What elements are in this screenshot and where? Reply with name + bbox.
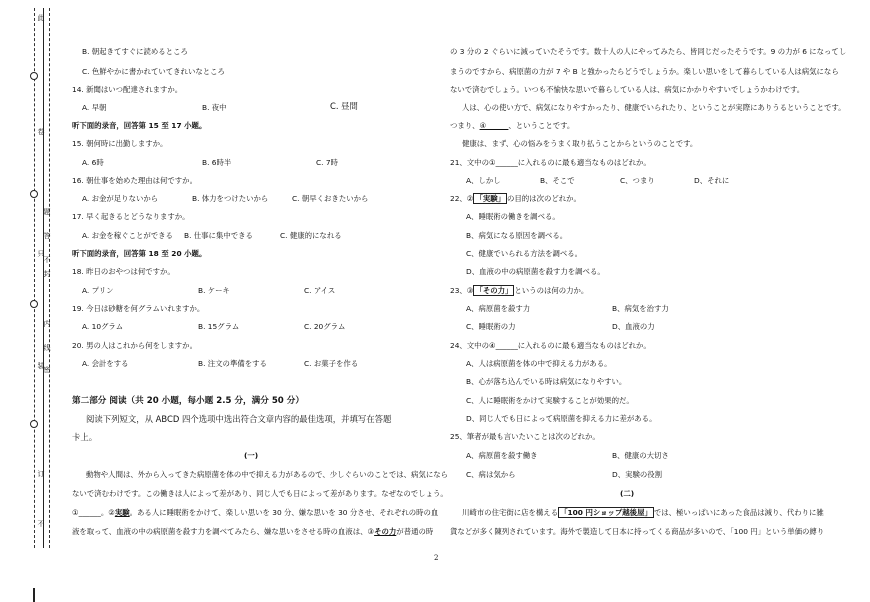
option-text: C. 健康的になれる (280, 231, 342, 240)
passage-fragment: つまり、 (450, 121, 480, 130)
option-text: D、血液の力 (612, 322, 655, 331)
binding-text: 只 (37, 250, 45, 257)
binding-hole-icon (30, 72, 38, 80)
option-text: A. お金を稼ぐことができる (82, 231, 173, 240)
option-text: C、つまり (620, 176, 655, 185)
binding-text: 封 (43, 270, 51, 277)
binding-hole-icon (30, 300, 38, 308)
passage-text: 動物や人間は、外から入ってきた病原菌を体の中で抑える力があるので、少しぐらいのことでは、病気になら (86, 470, 448, 479)
boxed-term: 「その力」 (475, 286, 513, 295)
passage-title: (二) (620, 489, 635, 498)
binding-margin (0, 0, 60, 602)
part-heading: 第二部分 阅读（共 20 小题，每小题 2.5 分，满分 50 分） (72, 396, 304, 406)
option-text: C、健康でいられる方法を調べる。 (466, 249, 583, 258)
underlined-term: その力 (374, 527, 397, 536)
passage-fragment: では、極いっぱいにあった食品は減り、代わりに雑 (653, 508, 824, 517)
passage-text: まうのですから、病原菌の力が 7 や B と強かったらどうでしょうか。楽しい思いをして暮らしている人は病気になら (450, 67, 839, 76)
passage-fragment: 、ということです。 (508, 121, 575, 130)
option-text: A、しかし (466, 176, 501, 185)
option-text: B、健康の大切さ (612, 451, 669, 460)
section-instruction: 听下面的录音，回答第 15 至 17 小题。 (72, 121, 207, 130)
question-text (450, 287, 588, 294)
option-text: B. 体力をつけたいから (192, 194, 269, 203)
option-text: B. 夜中 (202, 103, 227, 112)
question-text: 25、筆者が最も言いたいことは次のどれか。 (450, 432, 600, 441)
option-text: D、実験の役割 (612, 470, 663, 479)
binding-hole-icon (30, 420, 38, 428)
passage-text: 健康は、まず、心の悩みをうまく取り払うことからというのことです。 (462, 139, 698, 148)
passage-text (462, 509, 824, 516)
question-fragment: 23、③ (450, 286, 474, 295)
option-text: A. 早朝 (82, 103, 107, 112)
dashed-fold-line (49, 8, 50, 548)
option-text: C、病は気から (466, 470, 516, 479)
passage-text (72, 509, 438, 516)
binding-text: 不 (43, 256, 51, 263)
question-fragment: というのは何の力か。 (514, 286, 589, 295)
underlined-term: 実験 (114, 508, 130, 517)
binding-text: 不 (37, 520, 45, 527)
option-text: C. 7時 (316, 158, 338, 167)
question-text: 20. 男の人はこれから何をしますか。 (72, 341, 197, 350)
option-text: B. 仕事に集中できる (184, 231, 253, 240)
option-text: A、人は病原菌を体の中で抑える力がある。 (466, 359, 612, 368)
dashed-cut-line (34, 8, 35, 548)
option-text: B、病気になる原因を調べる。 (466, 231, 568, 240)
binding-text: 密 (43, 366, 51, 373)
binding-hole-icon (30, 190, 38, 198)
option-text: B. 6時半 (202, 158, 232, 167)
binding-mark (33, 588, 35, 602)
option-text: B. 注文の準備をする (198, 359, 267, 368)
binding-line (43, 8, 44, 548)
binding-text: 此 (37, 14, 45, 21)
option-text: A、病原菌を殺す働き (466, 451, 538, 460)
passage-fragment: が普通の時 (396, 527, 434, 536)
question-fragment: 22、② (450, 194, 474, 203)
option-text: C. 朝早くおきたいから (292, 194, 369, 203)
option-text: B. 朝起きてすぐに読めるところ (82, 47, 188, 56)
question-text: 15. 朝何時に出勤しますか。 (72, 139, 168, 148)
option-text: A、睡眠術の働きを調べる。 (466, 212, 560, 221)
passage-text (72, 528, 433, 535)
option-text: B、心が落ち込んでいる時は病気になりやすい。 (466, 377, 627, 386)
binding-text: 答 (43, 232, 51, 239)
binding-text: 内 (43, 320, 51, 327)
option-text: C、人に睡眠術をかけて実験することが効果的だ。 (466, 396, 634, 405)
question-text: 24、文中の④______に入れるのに最も適当なものはどれか。 (450, 341, 651, 350)
passage-title: (一) (244, 451, 259, 460)
marker: 。② (100, 508, 115, 517)
instruction-text: 阅读下列短文，从 ABCD 四个选项中选出符合文章内容的最佳选项，并填写在答题 (86, 414, 392, 424)
passage-text: ないで済むでしょう。いつも不愉快な思いで暮らしている人は、病気にかかりやすいでしょうかわけです。 (450, 85, 805, 94)
binding-text: 装 (37, 362, 45, 369)
question-text: 14. 新聞はいつ配達されますか。 (72, 85, 183, 94)
option-text: C、睡眠術の力 (466, 322, 516, 331)
question-text: 21、文中の①______に入れるのに最も適当なものはどれか。 (450, 158, 651, 167)
blank-1: ①______ (72, 508, 101, 517)
option-text: B. ケーキ (198, 286, 230, 295)
option-text: C. 昼間 (330, 101, 358, 111)
option-text: D、同じ人でも日によって病原菌を抑える力に差がある。 (466, 414, 657, 423)
question-fragment: の目的は次のどれか。 (507, 194, 581, 203)
option-text: D、それに (694, 176, 730, 185)
option-text: D、血液の中の病原菌を殺す力を調べる。 (466, 267, 605, 276)
option-text: A. 10グラム (82, 322, 124, 331)
option-text: C. 20グラム (304, 322, 346, 331)
boxed-term: 「100 円ショップ越後屋」 (560, 508, 652, 517)
binding-text: 订 (37, 470, 45, 477)
instruction-text: 卡上。 (72, 432, 98, 442)
passage-fragment: 液を取って、血液の中の病原菌を殺す力を調べてみたら、嫌な思いをさせる時の血液は、③ (72, 527, 375, 536)
binding-text: 卷 (37, 128, 45, 135)
passage-text (450, 122, 574, 129)
passage-text: の 3 分の 2 ぐらいに減っていたそうです。数十人の人にやってみたら、皆同じだったそうです。9 の力が 6 になってし (450, 47, 847, 56)
question-text: 19. 今日は砂糖を何グラムいれますか。 (72, 304, 205, 313)
option-text: A. プリン (82, 286, 114, 295)
binding-text: 线 (43, 344, 51, 351)
option-text: B、病気を治す力 (612, 304, 669, 313)
option-text: B. 15グラム (198, 322, 240, 331)
question-text: 16. 朝仕事を始めた理由は何ですか。 (72, 176, 197, 185)
question-text: 17. 早く起きるとどうなりますか。 (72, 212, 190, 221)
option-text: C. 色鮮やかに書かれていてきれいなところ (82, 67, 225, 76)
option-text: C. お菓子を作る (304, 359, 359, 368)
passage-text: 人は、心の使い方で、病気になりやすかったり、健康でいられたり、ということが実際にありうるということです。 (462, 103, 846, 112)
passage-text: ないで済むわけです。この働きは人によって差があり、同じ人でも日によって差があります。なぜなのでしょう。 (72, 489, 448, 498)
question-text (450, 195, 581, 202)
page-number: 2 (434, 554, 439, 562)
passage-fragment: 。ある人に睡眠術をかけて、楽しい思いを 30 分、嫌な思いを 30 分させ、それぞれの時の血 (129, 508, 439, 517)
option-text: A. お金が足りないから (82, 194, 159, 203)
section-instruction: 听下面的录音，回答第 18 至 20 小题。 (72, 249, 207, 258)
option-text: A、病原菌を殺す力 (466, 304, 531, 313)
binding-text: 题 (43, 208, 51, 215)
passage-text: 貨などが多く陳列されています。海外で製造して日本に持ってくる商品が多いので、「100 円」という単価の縛り (450, 527, 825, 536)
question-text: 18. 昨日のおやつは何ですか。 (72, 267, 175, 276)
option-text: B、そこで (540, 176, 575, 185)
passage-fragment: 川崎市の住宅街に店を構える (462, 508, 559, 517)
blank-4: ④______ (479, 121, 509, 130)
option-text: A. 6時 (82, 158, 104, 167)
option-text: C. アイス (304, 286, 336, 295)
option-text: A. 会計をする (82, 359, 129, 368)
boxed-term: 「実験」 (475, 194, 505, 203)
